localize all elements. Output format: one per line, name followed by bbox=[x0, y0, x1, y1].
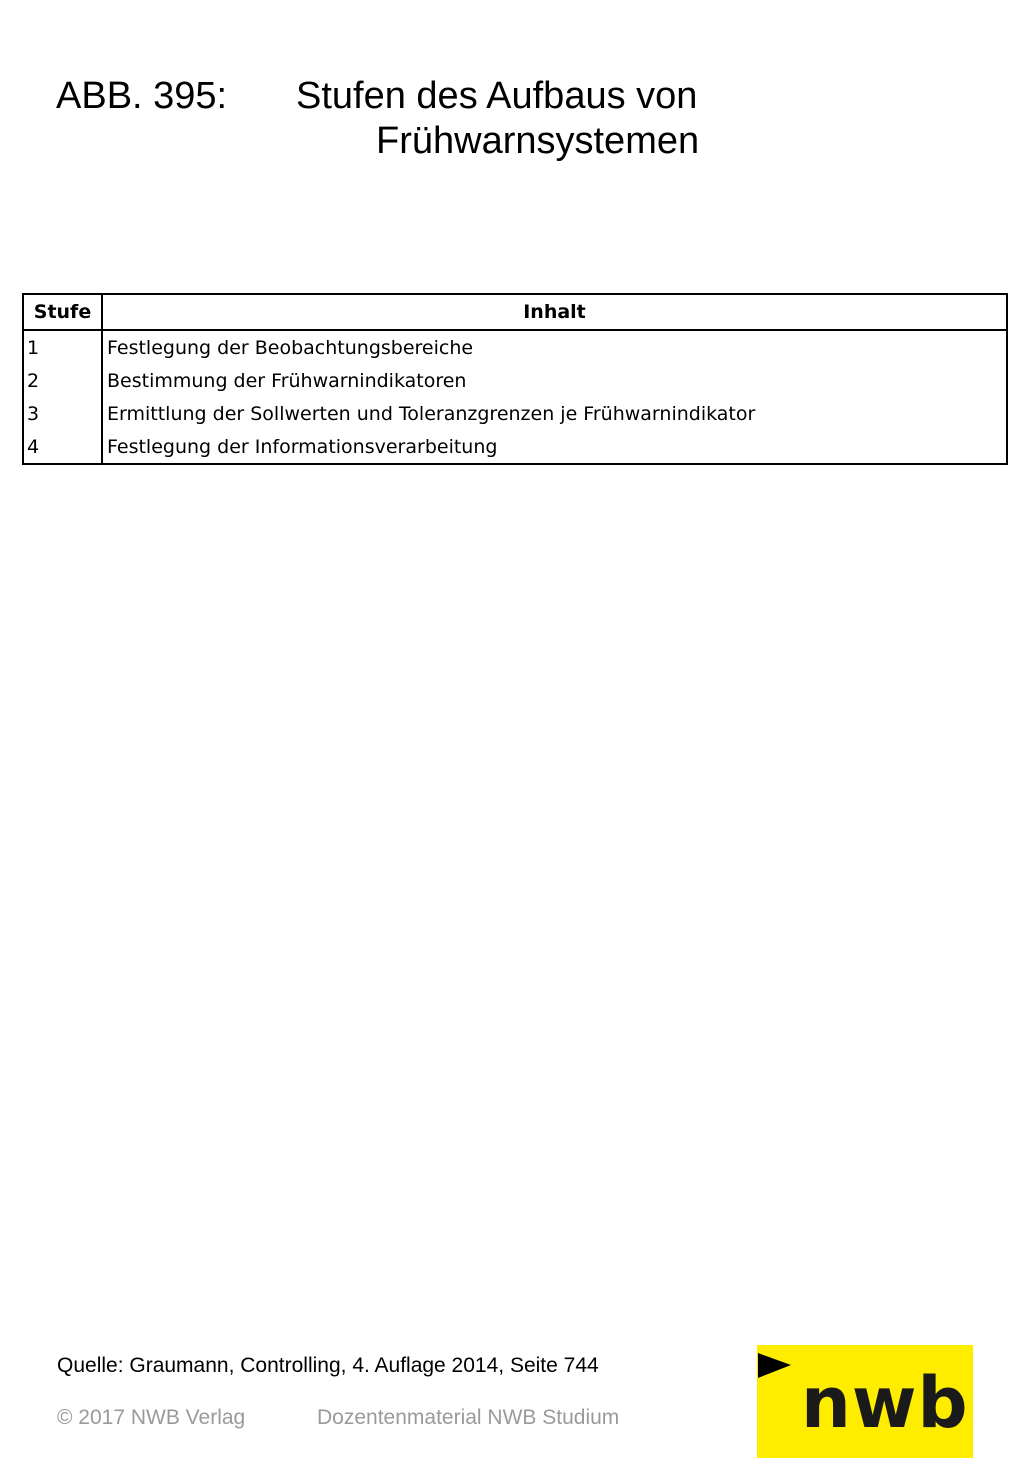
figure-title-line1: Stufen des Aufbaus von bbox=[296, 75, 698, 117]
row-inhalt: Festlegung der Beobachtungsbereiche bbox=[102, 330, 1007, 364]
row-inhalt: Bestimmung der Frühwarnindikatoren bbox=[102, 364, 1007, 397]
row-stufe: 1 bbox=[23, 330, 102, 364]
figure-title-line2: Frühwarnsystemen bbox=[376, 120, 700, 162]
table-header-row bbox=[23, 294, 1007, 330]
row-inhalt: Ermittlung der Sollwerten und Toleranzgrenzen je Frühwarnindikator bbox=[102, 397, 1007, 430]
row-stufe: 3 bbox=[23, 397, 102, 430]
row-stufe: 4 bbox=[23, 430, 102, 464]
header-inhalt: Inhalt bbox=[102, 294, 1007, 330]
nwb-logo bbox=[757, 1345, 973, 1458]
row-inhalt: Festlegung der Informationsverarbeitung bbox=[102, 430, 1007, 464]
table-row bbox=[23, 397, 1007, 430]
figure-label: ABB. 395: bbox=[56, 75, 228, 117]
footer-material: Dozentenmaterial NWB Studium bbox=[317, 1406, 620, 1429]
header-stufe: Stufe bbox=[23, 294, 102, 330]
table-row bbox=[23, 364, 1007, 397]
source-citation: Quelle: Graumann, Controlling, 4. Auflage 2014, Seite 744 bbox=[57, 1354, 599, 1377]
footer-copyright: © 2017 NWB Verlag bbox=[57, 1406, 246, 1429]
stages-table bbox=[22, 293, 1008, 465]
row-stufe: 2 bbox=[23, 364, 102, 397]
table-row bbox=[23, 430, 1007, 464]
arrow-icon bbox=[757, 1345, 797, 1385]
logo-text: nwb bbox=[801, 1362, 969, 1444]
table-row bbox=[23, 330, 1007, 364]
